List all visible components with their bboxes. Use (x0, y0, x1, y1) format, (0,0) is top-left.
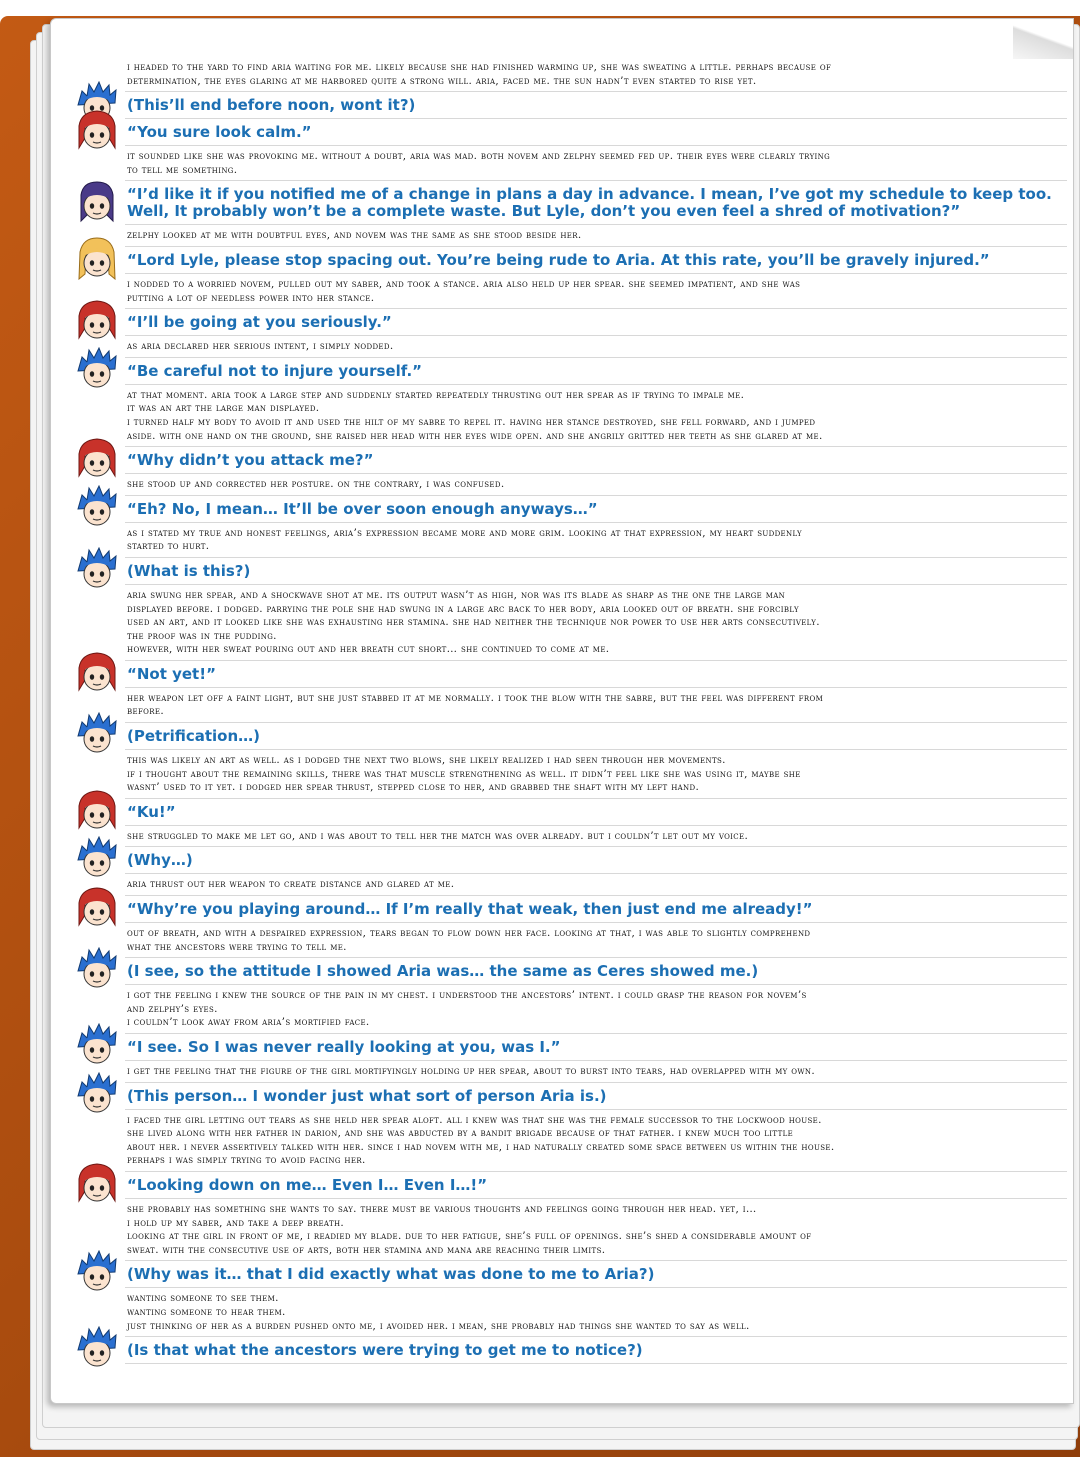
narration-block (125, 385, 1067, 447)
narration-line: the proof was in the pudding. (127, 629, 277, 642)
narration-line: wasnt’ used to it yet. i dodged her spear thrust, stepped close to her, and grabbed the shaft with my left hand. (127, 781, 700, 794)
narration-line: putting a lot of needless power into her stance. (127, 291, 375, 304)
dialogue-text: (Is that what the ancestors were trying to get me to notice?) (127, 1341, 643, 1360)
narration-line: just thinking of her as a burden pushed onto me, i avoided her. i mean, she probably had things she wanted to say as well. (127, 1319, 750, 1332)
narration-line: however, with her sweat pouring out and her breath cut short… she continued to come at me. (127, 643, 610, 656)
narration-line: about her. i never assertively talked with her. since i had novem with me, i had naturally created some space between us within the house. (127, 1140, 835, 1153)
dialogue-text: “Lord Lyle, please stop spacing out. You’re being rude to Aria. At this rate, you’ll be gravely injured.” (127, 250, 990, 269)
dialogue-line (125, 309, 1067, 336)
narration-block (125, 985, 1067, 1034)
avatar-aria (75, 298, 119, 342)
narration-line: to tell me something. (127, 163, 238, 176)
avatar-aria (75, 436, 119, 480)
avatar-lyle (75, 347, 119, 391)
dialogue-line (125, 181, 1067, 225)
narration-line: as i stated my true and honest feelings, aria’s expression became more and more grim. looking at that expression, my heart suddenly (127, 526, 803, 539)
page-curl (1013, 19, 1073, 59)
dialogue-line (125, 119, 1067, 146)
dialogue-text: “I’d like it if you notified me of a change in plans a day in advance. I mean, I’ve got my schedule to keep too. Well, It probably won’t be a complete waste. But Lyle, don’t you even feel a shred of motivation?” (127, 185, 1052, 221)
narration-line: i nodded to a worried novem, pulled out my saber, and took a stance. aria also held up her spear. she seemed impatient, and she was (127, 277, 801, 290)
narration-line: if i thought about the remaining skills, there was that muscle strengthening as well. it didn’t feel like she was using it, maybe she (127, 767, 801, 780)
dialogue-line (125, 1083, 1067, 1110)
narration-block (125, 1110, 1067, 1172)
narration-line: this was likely an art as well. as i dodged the next two blows, she likely realized i had seen through her movements. (127, 754, 726, 767)
avatar-lyle (75, 712, 119, 756)
dialogue-text: (I see, so the attitude I showed Aria was… the same as Ceres showed me.) (127, 962, 759, 981)
narration-line: she struggled to make me let go, and i was about to tell her the match was over already. but i couldn’t let out my voice. (127, 829, 749, 842)
narration-line: perhaps i was simply trying to avoid facing her. (127, 1154, 366, 1167)
narration-block (125, 57, 1067, 92)
narration-line: aside. with one hand on the ground, she raised her head with her eyes wide open. and she angrily gritted her teeth as she glared at me. (127, 429, 823, 442)
narration-block (125, 1199, 1067, 1261)
avatar-aria (75, 1161, 119, 1205)
narration-line: looking at the girl in front of me, i readied my blade. due to her fatigue, she’s full of openings. she’s shed a considerable amount of (127, 1230, 812, 1243)
narration-line: i got the feeling i knew the source of the pain in my chest. i understood the ancestors’ intent. i could grasp the reason for novem’s (127, 989, 807, 1002)
dialogue-line (125, 661, 1067, 688)
dialogue-line (125, 358, 1067, 385)
narration-block (125, 688, 1067, 723)
dialogue-text: “Looking down on me… Even I… Even I…!” (127, 1175, 488, 1194)
avatar-lyle (75, 1023, 119, 1067)
narration-line: as aria declared her serious intent, i simply nodded. (127, 340, 394, 353)
dialogue-text: (What is this?) (127, 561, 251, 580)
avatar-lyle (75, 1072, 119, 1116)
dialogue-line (125, 896, 1067, 923)
narration-line: i headed to the yard to find aria waiting for me. likely because she had finished warming up, she was sweating a little. perhaps because of (127, 61, 832, 73)
page-content (51, 57, 1073, 1364)
narration-block (125, 225, 1067, 247)
narration-line: determination, the eyes glaring at me harbored quite a strong will. aria, faced me. the sun hadn’t even started to rise yet. (127, 74, 757, 87)
dialogue-line (125, 847, 1067, 874)
narration-block (125, 1288, 1067, 1337)
avatar-aria (75, 788, 119, 832)
narration-line: it sounded like she was provoking me. without a doubt, aria was mad. both novem and zelphy seemed fed up. their eyes were clearly trying (127, 150, 831, 163)
avatar-lyle (75, 1250, 119, 1294)
book-page (50, 18, 1074, 1404)
dialogue-text: (Why was it… that I did exactly what was done to me to Aria?) (127, 1265, 655, 1284)
dialogue-text: (Petrification…) (127, 727, 261, 746)
narration-line: zelphy looked at me with doubtful eyes, and novem was the same as she stood beside her. (127, 229, 582, 242)
dialogue-text: “Eh? No, I mean… It’ll be over soon enough anyways…” (127, 499, 598, 518)
dialogue-line (125, 247, 1067, 274)
narration-block (125, 274, 1067, 309)
narration-line: at that moment. aria took a large step and suddenly started repeatedly thrusting out her spear as if trying to impale me. (127, 388, 745, 401)
narration-block (125, 750, 1067, 799)
dialogue-text: “Ku!” (127, 802, 176, 821)
narration-line: it was an art the large man displayed. (127, 402, 320, 415)
narration-line: out of breath, and with a despaired expression, tears began to flow down her face. looking at that, i was able to slightly comprehend (127, 927, 811, 940)
avatar-aria (75, 885, 119, 929)
dialogue-line (125, 1337, 1067, 1364)
avatar-zelphy (75, 179, 119, 223)
narration-block (125, 874, 1067, 896)
dialogue-text: (This person… I wonder just what sort of person Aria is.) (127, 1086, 607, 1105)
narration-block (125, 826, 1067, 848)
avatar-lyle (75, 836, 119, 880)
narration-line: used an art, and it looked like she was exhausting her stamina. she had neither the technique nor power to use her arts consecutively. (127, 616, 820, 629)
narration-line: wanting someone to see them. (127, 1292, 279, 1305)
dialogue-line (125, 447, 1067, 474)
narration-line: she stood up and corrected her posture. on the contrary, i was confused. (127, 478, 505, 491)
narration-line: aria thrust out her weapon to create distance and glared at me. (127, 878, 455, 891)
narration-line: i faced the girl letting out tears as she held her spear aloft. all i knew was that she was the female successor to the lockwood house. (127, 1113, 822, 1126)
narration-line: i hold up my saber, and take a deep breath. (127, 1216, 345, 1229)
dialogue-text: “I’ll be going at you seriously.” (127, 313, 392, 332)
narration-block (125, 146, 1067, 181)
narration-line: displayed before. i dodged. parrying the pole she had swung in a large arc back to her body, aria looked out of breath. she forcibly (127, 602, 799, 615)
narration-line: she lived along with her father in darion, and she was abducted by a bandit brigade because of that father. i knew much too little (127, 1127, 794, 1140)
dialogue-line (125, 92, 1067, 119)
narration-line: i couldn’t look away from aria’s mortified face. (127, 1016, 370, 1029)
dialogue-text: “You sure look calm.” (127, 123, 312, 142)
dialogue-text: “Why’re you playing around… If I’m really that weak, then just end me already!” (127, 900, 813, 919)
avatar-lyle (75, 1326, 119, 1370)
narration-block (125, 923, 1067, 958)
narration-line: sweat. with the consecutive use of arts, both her stamina and mana are reaching their limits. (127, 1243, 606, 1256)
narration-line: i get the feeling that the figure of the girl mortifyingly holding up her spear, about to burst into tears, had overlapped with my own. (127, 1065, 816, 1077)
dialogue-line (125, 496, 1067, 523)
dialogue-line (125, 799, 1067, 826)
avatar-lyle (75, 947, 119, 991)
dialogue-text: (Why…) (127, 851, 193, 870)
narration-block (125, 585, 1067, 661)
narration-line: and zelphy’s eyes. (127, 1002, 218, 1015)
narration-line: started to hurt. (127, 540, 210, 553)
dialogue-line (125, 1034, 1067, 1061)
dialogue-line (125, 558, 1067, 585)
avatar-lyle (75, 485, 119, 529)
dialogue-text: “Why didn’t you attack me?” (127, 451, 374, 470)
narration-line: aria swung her spear, and a shockwave shot at me. its output wasn’t as high, nor was its blade as sharp as the one the large man (127, 588, 786, 601)
narration-block (125, 1061, 1067, 1083)
narration-block (125, 523, 1067, 558)
avatar-aria (75, 650, 119, 694)
narration-line: wanting someone to hear them. (127, 1305, 286, 1318)
dialogue-line (125, 958, 1067, 985)
dialogue-text: (This’ll end before noon, wont it?) (127, 96, 416, 115)
avatar-aria (75, 108, 119, 152)
narration-line: she probably has something she wants to say. there must be various thoughts and feelings going through her head. yet, i… (127, 1202, 757, 1215)
avatar-novem (75, 236, 119, 280)
dialogue-text: “Not yet!” (127, 664, 216, 683)
dialogue-line (125, 1261, 1067, 1288)
dialogue-line (125, 723, 1067, 750)
narration-line: i turned half my body to avoid it and used the hilt of my sabre to repel it. having her stance destroyed, she fell forward, and i jumped (127, 415, 816, 428)
narration-block (125, 474, 1067, 496)
narration-line: what the ancestors were trying to tell me. (127, 940, 347, 953)
avatar-lyle (75, 547, 119, 591)
dialogue-text: “Be careful not to injure yourself.” (127, 361, 423, 380)
dialogue-line (125, 1172, 1067, 1199)
narration-line: before. (127, 705, 164, 718)
dialogue-text: “I see. So I was never really looking at you, was I.” (127, 1038, 561, 1056)
narration-block (125, 336, 1067, 358)
narration-line: her weapon let off a faint light, but she just stabbed it at me normally. i took the blow with the sabre, but the feel was different from (127, 691, 824, 704)
